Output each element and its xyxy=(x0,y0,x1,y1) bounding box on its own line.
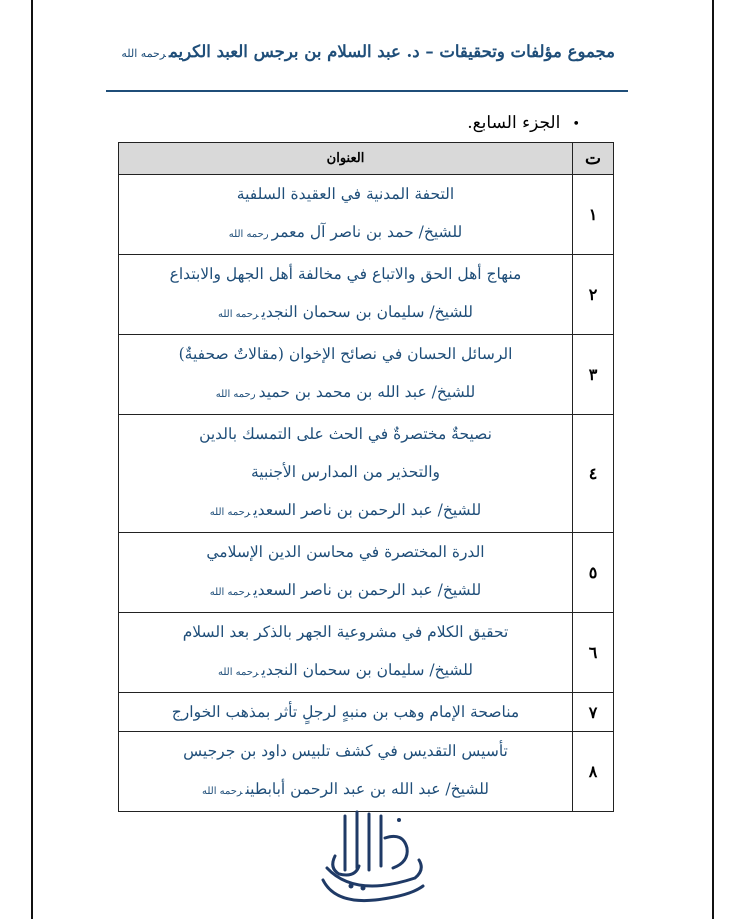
line-text: للشيخ/ عبد الله بن عبد الرحمن أبابطين xyxy=(245,780,490,798)
table-row xyxy=(119,335,614,415)
row-number: ٧ xyxy=(573,693,614,732)
calligraphy-emblem xyxy=(315,808,430,908)
row-title-cell xyxy=(119,613,573,693)
line-text: والتحذير من المدارس الأجنبية xyxy=(251,463,440,481)
author-line xyxy=(119,491,572,532)
line-text: التحفة المدنية في العقيدة السلفية xyxy=(236,185,455,203)
title-line xyxy=(119,255,572,293)
row-number: ٢ xyxy=(573,255,614,335)
seal-glyph: رحمه الله xyxy=(217,667,259,678)
row-number: ٥ xyxy=(573,533,614,613)
line-text: للشيخ/ عبد الرحمن بن ناصر السعدي xyxy=(253,581,482,599)
section-title: الجزء السابع. xyxy=(467,113,561,133)
row-title-cell xyxy=(119,693,573,732)
author-line xyxy=(119,213,572,254)
seal-glyph: رحمه الله xyxy=(201,786,243,797)
table-row xyxy=(119,693,614,732)
table-header-row xyxy=(119,143,614,175)
author-line xyxy=(119,373,572,414)
row-number: ٣ xyxy=(573,335,614,415)
title-line xyxy=(119,415,572,453)
bullet-icon: • xyxy=(572,117,580,132)
table-row xyxy=(119,175,614,255)
author-line xyxy=(119,293,572,334)
section-label xyxy=(300,110,580,136)
title-line xyxy=(119,693,572,731)
header-seal: رحمه الله xyxy=(121,47,166,60)
table-row xyxy=(119,732,614,812)
row-title-cell xyxy=(119,415,573,533)
row-number: ٦ xyxy=(573,613,614,693)
line-text: للشيخ/ عبد الرحمن بن ناصر السعدي xyxy=(253,501,482,519)
title-line xyxy=(119,732,572,770)
title-line xyxy=(119,453,572,491)
title-line xyxy=(119,613,572,651)
line-text: الرسائل الحسان في نصائح الإخوان (مقالاتٌ صحفيةٌ) xyxy=(178,345,513,363)
column-header-title: العنوان xyxy=(119,143,573,175)
title-line xyxy=(119,335,572,373)
author-line xyxy=(119,651,572,692)
seal-glyph: رحمه الله xyxy=(228,229,269,240)
title-line xyxy=(119,533,572,571)
header-rule xyxy=(106,90,628,92)
table-row xyxy=(119,255,614,335)
table-row xyxy=(119,415,614,533)
column-header-number: ت xyxy=(573,143,614,175)
seal-glyph: رحمه الله xyxy=(209,507,251,518)
table-row xyxy=(119,533,614,613)
row-title-cell xyxy=(119,533,573,613)
works-table xyxy=(118,142,614,812)
seal-glyph: رحمه الله xyxy=(215,389,256,400)
seal-glyph: رحمه الله xyxy=(217,309,259,320)
line-text: تأسيس التقديس في كشف تلبيس داود بن جرجيس xyxy=(183,742,508,760)
line-text: نصيحةٌ مختصرةٌ في الحث على التمسك بالدين xyxy=(199,425,492,443)
line-text: منهاج أهل الحق والاتباع في مخالفة أهل الجهل والابتداع xyxy=(169,265,522,283)
line-text: للشيخ/ سليمان بن سحمان النجدي xyxy=(261,303,474,321)
header-title: مجموع مؤلفات وتحقيقات – د. عبد السلام بن برجس العبد الكريم xyxy=(168,42,615,61)
author-line xyxy=(119,770,572,811)
row-title-cell xyxy=(119,732,573,812)
seal-glyph: رحمه الله xyxy=(209,587,251,598)
row-title-cell xyxy=(119,255,573,335)
line-text: للشيخ/ سليمان بن سحمان النجدي xyxy=(261,661,474,679)
author-line xyxy=(119,571,572,612)
page-header xyxy=(80,37,615,67)
row-title-cell xyxy=(119,335,573,415)
row-title-cell xyxy=(119,175,573,255)
title-line xyxy=(119,175,572,213)
line-text: الدرة المختصرة في محاسن الدين الإسلامي xyxy=(206,543,485,561)
line-text: تحقيق الكلام في مشروعية الجهر بالذكر بعد السلام xyxy=(182,623,509,641)
line-text: للشيخ/ حمد بن ناصر آل معمر xyxy=(271,223,463,241)
row-number: ٤ xyxy=(573,415,614,533)
line-text: للشيخ/ عبد الله بن محمد بن حميد xyxy=(258,383,476,401)
row-number: ١ xyxy=(573,175,614,255)
line-text: مناصحة الإمام وهب بن منبهٍ لرجلٍ تأثر بمذهب الخوارج xyxy=(171,703,520,721)
row-number: ٨ xyxy=(573,732,614,812)
table-row xyxy=(119,613,614,693)
